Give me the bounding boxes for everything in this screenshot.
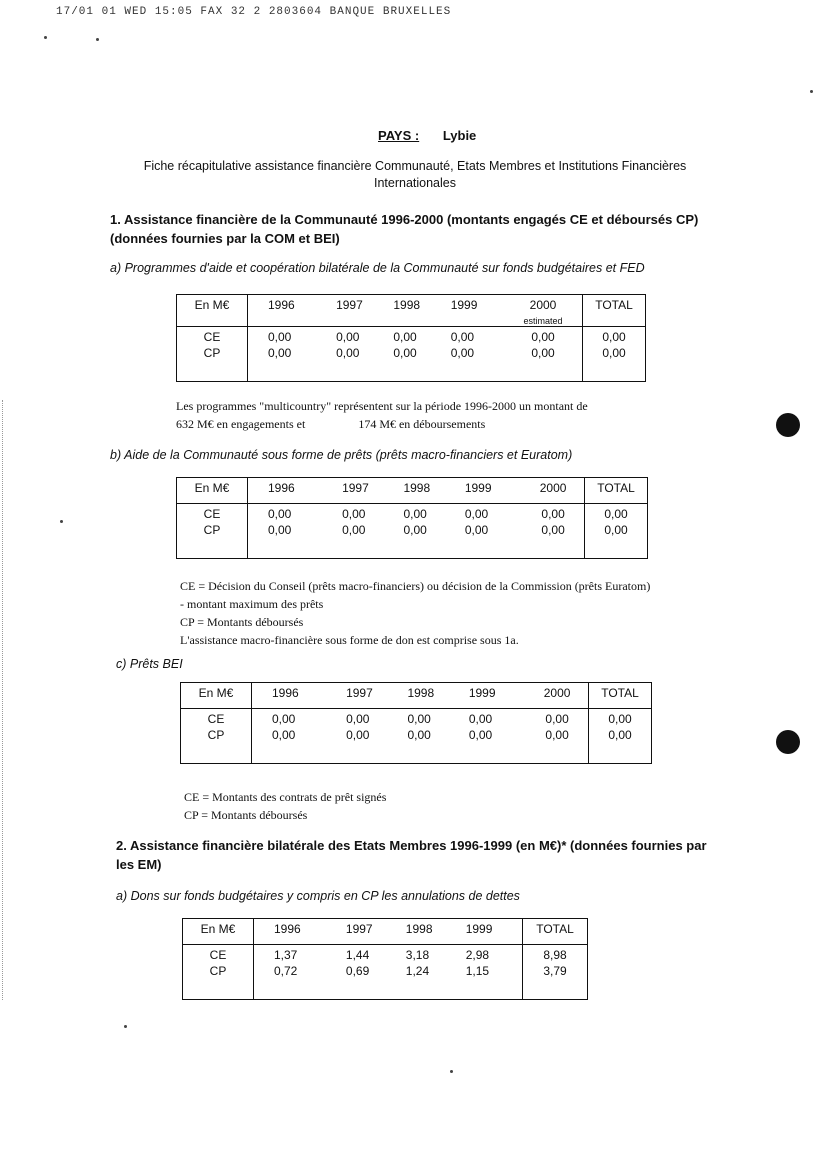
cell-1997 (332, 327, 389, 382)
note-line: CP = Montants déboursés (180, 615, 304, 629)
note-line: CE = Décision du Conseil (prêts macro-financiers) ou décision de la Commission (prêts Euratom) (180, 579, 651, 593)
value-ce: 0,00 (468, 712, 493, 726)
note-line: - montant maximum des prêts (180, 597, 324, 611)
table-1c (180, 682, 652, 764)
value-cp-total: 0,00 (602, 346, 626, 360)
cell-1999 (465, 709, 526, 764)
table-unit: En M€ (181, 683, 252, 709)
value-ce: 0,00 (342, 507, 366, 521)
year-header: 1996 (248, 478, 339, 504)
country-heading (378, 128, 476, 143)
note-line-2 (176, 415, 676, 433)
year-header: 1999 (447, 295, 504, 327)
document-subtitle: Fiche récapitulative assistance financière Communauté, Etats Membres et Institutions Financières Internationales (143, 159, 687, 190)
year-header: 1999 (465, 683, 526, 709)
note-line: CE = Montants des contrats de prêt signés (184, 790, 387, 804)
year-header: 2000 (529, 298, 557, 312)
value-cp: 0,00 (346, 728, 370, 742)
cell-total (585, 504, 648, 559)
cell-1997 (342, 945, 402, 1000)
row-labels (177, 327, 248, 382)
value-ce: 0,00 (403, 507, 427, 521)
value-cp: 0,00 (336, 346, 360, 360)
year-header: 1997 (342, 919, 402, 945)
cell-1996 (248, 327, 333, 382)
value-ce: 0,00 (272, 712, 296, 726)
value-cp: 0,00 (464, 523, 489, 537)
row-label-ce: CE (209, 948, 227, 962)
table-unit: En M€ (177, 478, 248, 504)
note-line: L'assistance macro-financière sous forme de don est comprise sous 1a. (180, 633, 519, 647)
section-1c-title: c) Prêts BEI (116, 657, 183, 671)
note-engagements: 632 M€ en engagements et (176, 417, 306, 431)
year-header: 1998 (402, 919, 462, 945)
cell-2000 (526, 709, 588, 764)
value-ce: 0,00 (336, 330, 360, 344)
value-ce: 3,18 (405, 948, 430, 962)
value-cp-total: 3,79 (543, 964, 567, 978)
scan-edge-line (2, 400, 4, 1000)
table-2a (182, 918, 588, 1000)
value-cp: 0,00 (468, 728, 493, 742)
value-ce: 2,98 (465, 948, 490, 962)
value-cp: 0,69 (345, 964, 370, 978)
value-ce: 0,00 (268, 330, 292, 344)
value-ce: 0,00 (545, 712, 569, 726)
value-ce-total: 8,98 (543, 948, 567, 962)
value-ce-total: 0,00 (602, 330, 626, 344)
note-1a (176, 397, 676, 433)
row-label-ce: CE (203, 507, 221, 521)
year-header: 1997 (338, 478, 399, 504)
cell-total (589, 709, 652, 764)
cell-1999 (461, 504, 522, 559)
value-ce: 0,00 (268, 507, 292, 521)
value-ce: 0,00 (450, 330, 475, 344)
year-header: 1996 (248, 295, 333, 327)
cell-1997 (342, 709, 403, 764)
cell-1998 (402, 945, 462, 1000)
total-header: TOTAL (523, 919, 588, 945)
year-header: 1999 (461, 478, 522, 504)
table-unit: En M€ (177, 295, 248, 327)
cell-1998 (399, 504, 460, 559)
value-cp: 0,00 (541, 523, 565, 537)
value-cp: 1,15 (465, 964, 490, 978)
note-1b (180, 577, 740, 649)
fax-header: 17/01 01 WED 15:05 FAX 32 2 2803604 BANQUE BRUXELLES (56, 6, 452, 18)
year-header: 1998 (403, 683, 464, 709)
row-label-cp: CP (203, 346, 221, 360)
year-header: 1996 (254, 919, 342, 945)
row-label-cp: CP (207, 728, 225, 742)
country-value: Lybie (442, 128, 477, 143)
row-labels (181, 709, 252, 764)
scan-speck (96, 38, 99, 41)
value-cp: 0,00 (268, 523, 292, 537)
value-cp: 0,72 (274, 964, 298, 978)
cell-1999 (462, 945, 523, 1000)
note-disbursements: 174 M€ en déboursements (358, 417, 486, 431)
year-header: 2000 (522, 478, 584, 504)
note-1c (184, 788, 584, 824)
year-header: 1998 (399, 478, 460, 504)
value-cp: 0,00 (393, 346, 417, 360)
year-header: 1997 (332, 295, 389, 327)
row-label-ce: CE (203, 330, 221, 344)
value-ce-total: 0,00 (604, 507, 628, 521)
value-cp: 0,00 (531, 346, 555, 360)
section-1b-title: b) Aide de la Communauté sous forme de prêts (prêts macro-financiers et Euratom) (110, 448, 573, 462)
estimated-label: estimated (523, 316, 563, 326)
cell-1997 (338, 504, 399, 559)
section-1a-title: a) Programmes d'aide et coopération bilatérale de la Communauté sur fonds budgétaires et FED (110, 261, 645, 275)
cell-1998 (389, 327, 446, 382)
value-ce: 0,00 (393, 330, 417, 344)
row-label-cp: CP (209, 964, 227, 978)
year-header: 1997 (342, 683, 403, 709)
section-2a-title: a) Dons sur fonds budgétaires y compris en CP les annulations de dettes (116, 889, 520, 903)
value-cp-total: 0,00 (604, 523, 628, 537)
value-cp: 0,00 (268, 346, 292, 360)
punch-hole-mark (776, 730, 800, 754)
scan-speck (60, 520, 63, 523)
value-cp: 0,00 (450, 346, 475, 360)
total-header: TOTAL (589, 683, 652, 709)
row-label-cp: CP (203, 523, 221, 537)
scan-speck (810, 90, 813, 93)
value-ce: 1,37 (274, 948, 298, 962)
cell-total (523, 945, 588, 1000)
year-header: 1996 (252, 683, 343, 709)
row-label-ce: CE (207, 712, 225, 726)
scan-speck (44, 36, 47, 39)
value-ce: 0,00 (531, 330, 555, 344)
year-header: 1998 (389, 295, 446, 327)
cell-2000 (522, 504, 584, 559)
section-2-title: 2. Assistance financière bilatérale des Etats Membres 1996-1999 (en M€)* (données fournies par les EM) (116, 838, 707, 872)
table-1a (176, 294, 646, 382)
cell-2000 (504, 327, 583, 382)
row-labels (177, 504, 248, 559)
table-unit: En M€ (183, 919, 254, 945)
total-header: TOTAL (583, 295, 646, 327)
total-header: TOTAL (585, 478, 648, 504)
value-ce: 0,00 (541, 507, 565, 521)
value-ce: 1,44 (345, 948, 370, 962)
value-cp: 0,00 (272, 728, 296, 742)
scan-speck (450, 1070, 453, 1073)
year-header-2000 (504, 295, 583, 327)
punch-hole-mark (776, 413, 800, 437)
row-labels (183, 945, 254, 1000)
year-header: 2000 (526, 683, 588, 709)
cell-1996 (248, 504, 339, 559)
value-ce-total: 0,00 (608, 712, 632, 726)
cell-1996 (252, 709, 343, 764)
scan-speck (124, 1025, 127, 1028)
value-cp: 1,24 (405, 964, 430, 978)
table-1b (176, 477, 648, 559)
year-header: 1999 (462, 919, 523, 945)
value-ce: 0,00 (407, 712, 431, 726)
value-ce: 0,00 (346, 712, 370, 726)
value-cp-total: 0,00 (608, 728, 632, 742)
country-label: PAYS : (378, 128, 420, 143)
note-line: CP = Montants déboursés (184, 808, 308, 822)
note-line: Les programmes "multicountry" représentent sur la période 1996-2000 un montant de (176, 399, 588, 413)
value-ce: 0,00 (464, 507, 489, 521)
cell-1996 (254, 945, 342, 1000)
value-cp: 0,00 (545, 728, 569, 742)
value-cp: 0,00 (403, 523, 427, 537)
value-cp: 0,00 (407, 728, 431, 742)
value-cp: 0,00 (342, 523, 366, 537)
section-1-title: 1. Assistance financière de la Communauté 1996-2000 (montants engagés CE et déboursés CP) (données fournies par la COM et BEI) (110, 212, 699, 246)
cell-1998 (403, 709, 464, 764)
cell-total (583, 327, 646, 382)
cell-1999 (447, 327, 504, 382)
